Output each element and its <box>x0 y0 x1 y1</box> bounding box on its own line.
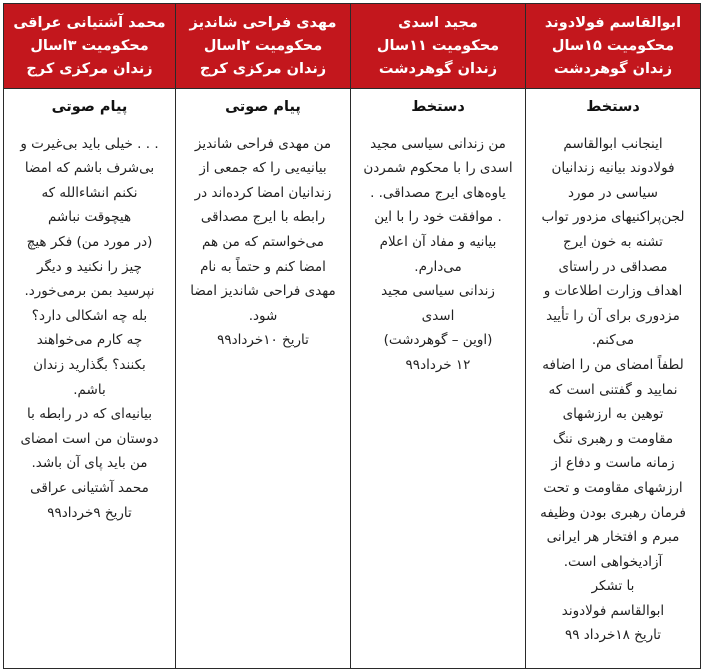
statement-line: شود. <box>248 307 278 324</box>
statement-line: آزادیخواهی است. <box>563 553 663 570</box>
statement-line: نپرسید بمن برمی‌خورد. <box>24 283 155 300</box>
statement-text <box>182 132 344 353</box>
statement-line: مقاومت و رهبری ننگ <box>552 430 674 447</box>
statement-line: بیانیه‌ای که در رابطه با <box>27 406 152 423</box>
statement-line: (اوین – گوهردشت) <box>383 332 493 349</box>
header-row <box>4 4 701 89</box>
statements-table <box>3 3 701 669</box>
statement-cell <box>4 89 176 669</box>
statement-line: نکنم انشاءالله که <box>41 184 138 201</box>
statement-line: رابطه با ایرج مصداقی <box>200 209 326 226</box>
statement-line: من زندانی سیاسی مجید <box>370 135 506 152</box>
statement-line: بیانیه‌یی را که جمعی از <box>199 160 327 177</box>
statement-line: تاریخ ۱۸خرداد ۹۹ <box>564 627 662 644</box>
statement-line: سیاسی در مورد <box>568 184 658 201</box>
column-header <box>351 4 526 89</box>
statement-line: . . . خیلی باید بی‌غیرت و <box>20 135 159 152</box>
statement-line: هیچوقت نباشم <box>47 209 132 226</box>
prison-name: زندان مرکزی کرج <box>199 60 327 77</box>
statement-line: مبرم و افتخار هر ایرانی <box>546 529 680 546</box>
statement-line: اسدی <box>421 307 455 324</box>
statement-line: ارزشهای مقاومت و تحت <box>543 479 683 496</box>
statement-line: زندانیان امضا کرده‌اند در <box>194 184 332 201</box>
statement-line: فولادوند بیانیه زندانیان <box>551 160 675 177</box>
statement-line: لطفاً امضای من را اضافه <box>542 356 684 373</box>
statement-type: دستخط <box>586 99 640 115</box>
statement-line: من باید پای آن باشد. <box>31 455 148 472</box>
prisoner-name: محمد آشتیانی عراقی <box>13 14 166 31</box>
statement-line: مصداقی در راستای <box>558 258 668 275</box>
statement-line: بکنند؟ بگذارید زندان <box>33 356 146 373</box>
prisoner-name: ابوالقاسم فولادوند <box>544 14 682 31</box>
sentence: محکومیت ۱۱سال <box>376 37 500 54</box>
statement-line: اسدی را با محکوم شمردن <box>363 160 513 177</box>
prisoner-name: مجید اسدی <box>398 14 478 31</box>
statement-line: اهداف وزارت اطلاعات و <box>543 283 683 300</box>
content-row <box>4 89 701 669</box>
statement-text <box>10 132 169 526</box>
statement-line: مزدوری برای آن را تأیید <box>546 307 680 324</box>
sentence: محکومیت ۲اسال <box>203 37 323 54</box>
statement-cell <box>351 89 526 669</box>
statement-line: ۱۲ خرداد۹۹ <box>405 356 471 373</box>
statement-line: زمانه ماست و دفاع از <box>551 455 675 472</box>
statement-line: توهین به ارزشهای <box>562 406 664 423</box>
statement-line: چه کارم می‌خواهند <box>36 332 143 349</box>
statement-type: دستخط <box>411 99 465 115</box>
column-header <box>176 4 351 89</box>
statement-line: امضا کنم و حتماً به نام <box>200 258 326 275</box>
sentence: محکومیت ۱۵سال <box>551 37 675 54</box>
statement-line: زندانی سیاسی مجید <box>381 283 495 300</box>
statement-line: ابوالقاسم فولادوند <box>561 602 665 619</box>
statement-line: اینجانب ابوالقاسم <box>563 135 663 152</box>
statement-line: باشم. <box>73 381 106 398</box>
statement-line: محمد آشتیانی عراقی <box>30 479 149 496</box>
prison-name: زندان مرکزی کرج <box>26 60 153 77</box>
statement-line: (در مورد من) فکر هیچ <box>26 233 153 250</box>
statement-line: بله چه اشکالی دارد؟ <box>31 307 148 324</box>
statement-line: می‌دارم. <box>414 258 462 275</box>
statement-line: بی‌شرف باشم که امضا <box>24 160 155 177</box>
statement-type: پیام صوتی <box>51 99 128 115</box>
prison-name: زندان گوهردشت <box>378 60 498 77</box>
statement-cell <box>176 89 351 669</box>
statement-cell <box>526 89 701 669</box>
statement-line: می‌خواستم که من هم <box>201 233 325 250</box>
statement-line: لجن‌پراکنیهای مزدور تواب <box>541 209 685 226</box>
statement-line: یاوه‌های ایرج مصداقی. . <box>370 184 506 201</box>
statement-line: دوستان من است امضای <box>20 430 159 447</box>
statement-line: نمایید و گفتنی است که <box>548 381 678 398</box>
statement-line: مهدی فراحی شاندیز امضا <box>190 283 336 300</box>
sentence: محکومیت ۳اسال <box>30 37 149 54</box>
column-header <box>4 4 176 89</box>
statement-line: تشنه به خون ایرج <box>563 233 663 250</box>
statement-line: من مهدی فراحی شاندیز <box>194 135 332 152</box>
statement-line: با تشکر <box>591 578 635 595</box>
statement-line: می‌کنم. <box>591 332 635 349</box>
prisoner-name: مهدی فراحی شاندیز <box>189 14 337 31</box>
statement-type: پیام صوتی <box>225 99 301 115</box>
statement-line: تاریخ ۱۰خرداد۹۹ <box>217 332 309 349</box>
prison-name: زندان گوهردشت <box>553 60 673 77</box>
statement-line: بیانیه و مفاد آن اعلام <box>379 233 497 250</box>
statement-line: تاریخ ۹خرداد۹۹ <box>47 504 132 521</box>
statement-line: چیز را نکنید و دیگر <box>37 258 142 275</box>
statement-text <box>532 132 694 648</box>
statement-text <box>357 132 519 378</box>
column-header <box>526 4 701 89</box>
statement-line: . موافقت خود را با این <box>374 209 502 226</box>
statement-line: فرمان رهبری بودن وظیفه <box>540 504 686 521</box>
